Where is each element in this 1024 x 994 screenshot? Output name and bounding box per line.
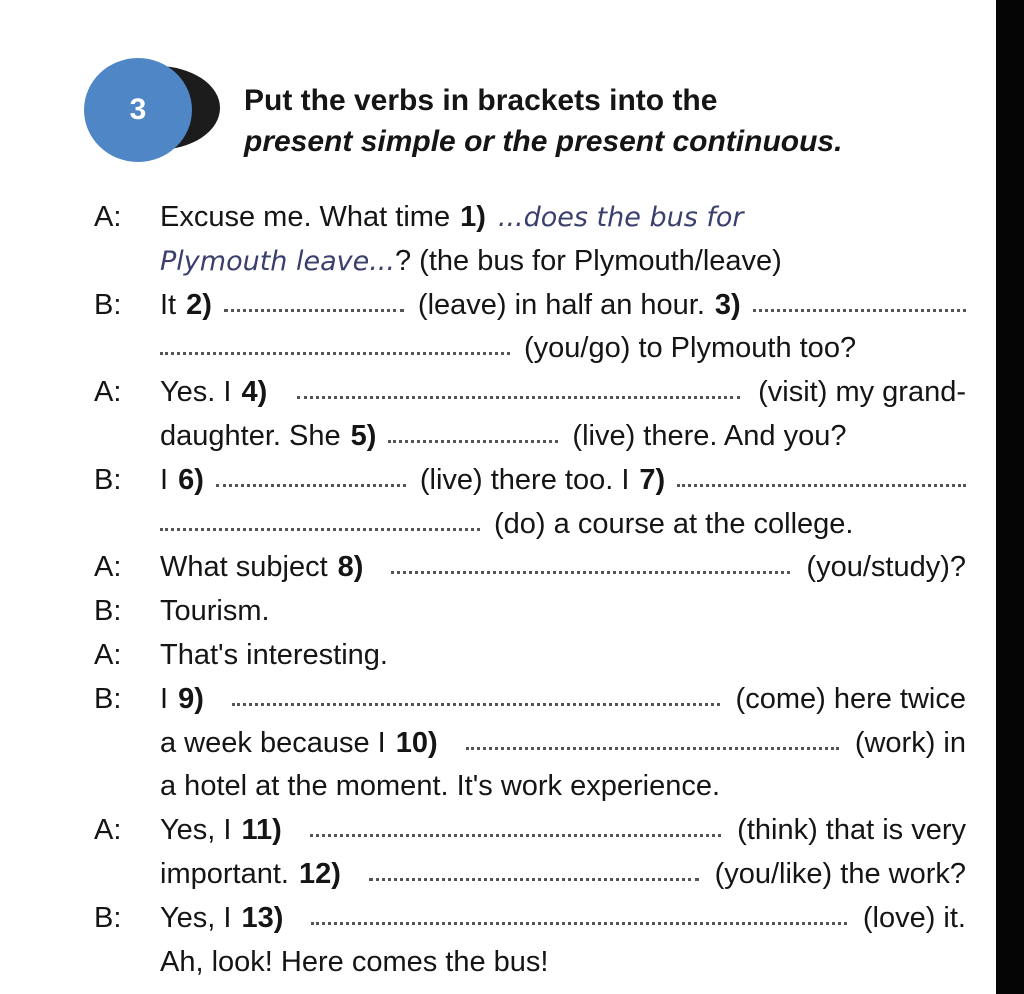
instructions-line-2: present simple or the present continuous. <box>244 125 843 158</box>
answer-blank[interactable] <box>160 524 480 531</box>
answer-blank[interactable] <box>466 743 839 750</box>
line-text: I <box>160 682 169 715</box>
line-text: (you/study)? <box>806 551 966 584</box>
handwritten-answer: Plymouth leave... <box>160 245 395 277</box>
line-text: (leave) in half an hour. <box>417 288 705 321</box>
dialog-line-4 <box>94 327 966 371</box>
line-text: I <box>160 463 169 496</box>
line-text: Tourism. <box>160 595 270 628</box>
gap-number: 13) <box>241 901 284 934</box>
gap-number: 4) <box>241 376 268 409</box>
speaker-label: B: <box>94 288 122 321</box>
exercise-number-badge <box>84 58 224 162</box>
speaker-label: B: <box>94 595 122 628</box>
line-text: (you/go) to Plymouth too? <box>524 332 857 365</box>
dialog <box>94 196 966 984</box>
line-text: (live) there. And you? <box>572 419 847 452</box>
line-text: (love) it. <box>862 901 966 934</box>
gap-number: 1) <box>460 201 486 233</box>
speaker-label: A: <box>94 201 122 233</box>
gap-number: 6) <box>178 463 204 496</box>
line-text: (you/like) the work? <box>714 857 966 890</box>
right-edge-bar <box>996 0 1024 994</box>
dialog-line-10 <box>94 590 966 634</box>
gap-number: 8) <box>337 551 364 584</box>
answer-blank[interactable] <box>297 392 740 399</box>
line-text: Ah, look! Here comes the bus! <box>160 945 549 978</box>
line-text: (live) there too. I <box>419 463 630 496</box>
gap-number: 10) <box>395 726 438 759</box>
dialog-line-12 <box>94 678 966 722</box>
line-text: a hotel at the moment. It's work experience. <box>160 770 721 803</box>
dialog-line-5 <box>94 371 966 415</box>
gap-number: 11) <box>241 814 282 847</box>
answer-blank[interactable] <box>232 699 720 706</box>
speaker-label: A: <box>94 376 122 409</box>
exercise-number: 3 <box>84 58 192 162</box>
answer-blank[interactable] <box>160 348 510 355</box>
line-text: a week because I <box>160 726 386 759</box>
line-text: Excuse me. What time <box>160 201 451 233</box>
gap-number: 5) <box>350 419 377 452</box>
gap-number: 9) <box>178 682 204 715</box>
answer-blank[interactable] <box>391 567 790 574</box>
line-text: important. <box>160 857 289 890</box>
dialog-line-14 <box>94 765 966 809</box>
answer-blank[interactable] <box>388 436 558 443</box>
gap-number: 7) <box>639 463 666 496</box>
dialog-line-16 <box>94 853 966 897</box>
line-text: Yes, I <box>160 814 232 847</box>
answer-blank[interactable] <box>224 305 404 312</box>
line-text: It <box>160 288 177 321</box>
line-text: daughter. She <box>160 419 341 452</box>
dialog-line-9 <box>94 546 966 590</box>
speaker-label: B: <box>94 901 122 934</box>
gap-number: 3) <box>714 288 741 321</box>
line-text: (think) that is very <box>737 814 966 847</box>
speaker-label: A: <box>94 814 122 847</box>
line-text: What subject <box>160 551 328 584</box>
dialog-line-1 <box>94 196 966 240</box>
dialog-line-2 <box>94 240 966 284</box>
instructions-line-1: Put the verbs in brackets into the <box>244 84 718 117</box>
handwritten-answer: ...does the bus for <box>497 202 744 233</box>
dialog-line-11 <box>94 634 966 678</box>
answer-blank[interactable] <box>310 830 721 837</box>
speaker-label: B: <box>94 682 122 715</box>
dialog-line-6 <box>94 415 966 459</box>
line-text: Yes, I <box>160 901 232 934</box>
dialog-line-18 <box>94 941 966 985</box>
answer-blank[interactable] <box>311 918 846 925</box>
line-text: (come) here twice <box>735 682 966 715</box>
dialog-line-13 <box>94 722 966 766</box>
speaker-label: A: <box>94 638 122 671</box>
line-text: (work) in <box>854 726 966 759</box>
gap-number: 2) <box>186 288 212 321</box>
answer-blank[interactable] <box>753 305 966 312</box>
answer-blank[interactable] <box>216 480 406 487</box>
answer-blank[interactable] <box>677 480 966 487</box>
answer-blank[interactable] <box>369 874 699 881</box>
dialog-line-8 <box>94 503 966 547</box>
dialog-line-15 <box>94 809 966 853</box>
line-text: That's interesting. <box>160 638 388 671</box>
dialog-line-17 <box>94 897 966 941</box>
dialog-line-3 <box>94 284 966 328</box>
gap-number: 12) <box>298 857 341 890</box>
speaker-label: A: <box>94 551 122 584</box>
line-text: (do) a course at the college. <box>494 507 854 540</box>
speaker-label: B: <box>94 463 122 496</box>
line-text: ? (the bus for Plymouth/leave) <box>394 244 782 277</box>
exercise-instructions <box>244 80 984 162</box>
line-text: Yes. I <box>160 376 232 409</box>
line-text: (visit) my grand- <box>758 376 966 409</box>
dialog-line-7 <box>94 459 966 503</box>
